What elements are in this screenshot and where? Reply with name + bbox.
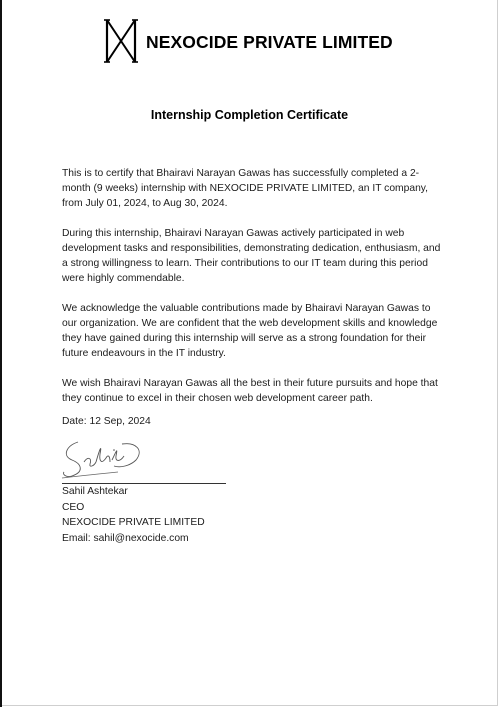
page-left-edge: [0, 0, 2, 707]
handwritten-signature-icon: [58, 432, 148, 484]
signatory-role: CEO: [62, 501, 85, 513]
certificate-body: [62, 166, 446, 421]
signatory-email: Email: sahil@nexocide.com: [62, 532, 189, 544]
body-paragraph: During this internship, Bhairavi Narayan Gawas actively participated in web development tasks and responsibilities, demonstrating dedication, enthusiasm, and a strong willingness to learn. Their contributions to our IT team during this period were highly commendable.: [62, 228, 441, 284]
issue-date: Date: 12 Sep, 2024: [62, 416, 151, 427]
nexocide-logo-icon: [104, 18, 138, 66]
signatory-name: Sahil Ashtekar: [62, 486, 128, 497]
signatory-company: NEXOCIDE PRIVATE LIMITED: [62, 517, 205, 528]
body-paragraph: We acknowledge the valuable contributions made by Bhairavi Narayan Gawas to our organization. We are confident that the web development skills and knowledge they have gained during this internship will serve as a strong foundation for their future endeavours in the IT industry.: [62, 303, 438, 359]
certificate-title: Internship Completion Certificate: [150, 108, 349, 122]
signatory-block: [62, 484, 205, 546]
body-paragraph: This is to certify that Bhairavi Narayan Gawas has successfully completed a 2-month (9 weeks) internship with NEXOCIDE PRIVATE LIMITED, an IT company, from July 01, 2024, to Aug 30, 2024.: [62, 168, 429, 209]
letterhead: [104, 18, 393, 66]
body-paragraph: We wish Bhairavi Narayan Gawas all the best in their future pursuits and hope that they continue to excel in their chosen web development career path.: [62, 378, 438, 404]
company-name: NEXOCIDE PRIVATE LIMITED: [146, 31, 393, 52]
